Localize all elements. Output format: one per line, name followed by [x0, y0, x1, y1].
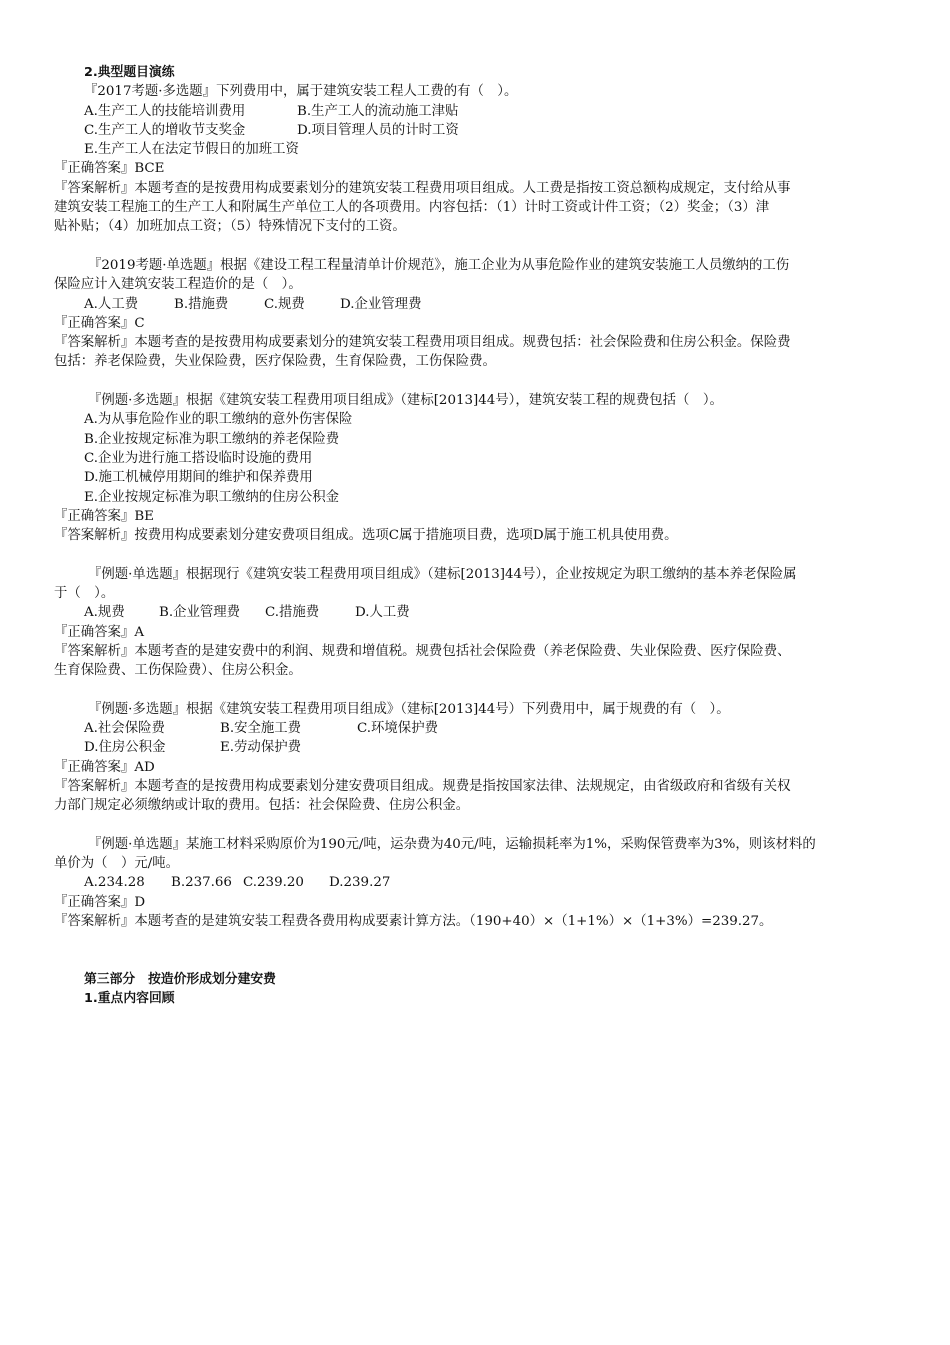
subsection-title: 1.重点内容回顾: [84, 991, 175, 1007]
option-b: B.措施费: [174, 296, 229, 312]
option-d: D.239.27: [329, 875, 391, 891]
option-row: [54, 603, 897, 622]
spacer: [54, 931, 897, 950]
spacer: [54, 951, 897, 970]
answer-analysis-line: 『答案解析』本题考查的是按费用构成要素划分的建筑安装工程费用项目组成。规费包括：社会保险费和住房公积金。保险费: [54, 335, 791, 351]
question-stem-cont: 于（ ）。: [54, 586, 115, 602]
option-a: A.人工费: [84, 296, 139, 312]
question-stem: 『例题·单选题』根据现行《建筑安装工程费用项目组成》（建标[2013]44号），企业按规定为职工缴纳的基本养老保险属: [88, 566, 797, 582]
correct-answer: 『正确答案』D: [54, 894, 146, 910]
option-a: A.生产工人的技能培训费用: [84, 103, 246, 119]
option-row: [54, 121, 897, 140]
option-d: D.企业管理费: [340, 296, 422, 312]
spacer: [54, 681, 897, 700]
option-a: A.234.28: [84, 875, 145, 891]
question-stem: 『例题·多选题』根据《建筑安装工程费用项目组成》（建标[2013]44号），建筑安装工程的规费包括（ ）。: [88, 393, 723, 409]
question-stem: 『2019考题·单选题』根据《建设工程工程量清单计价规范》，施工企业为从事危险作业的建筑安装施工人员缴纳的工伤: [88, 257, 790, 273]
option-e: E.生产工人在法定节假日的加班工资: [84, 142, 299, 158]
option-a: A.规费: [84, 605, 125, 621]
question-stem: 『例题·多选题』根据《建筑安装工程费用项目组成》（建标[2013]44号）下列费用中，属于规费的有（ ）。: [88, 701, 730, 717]
option-b: B.237.66: [171, 875, 232, 891]
answer-analysis-line: 包括：养老保险费，失业保险费，医疗保险费，生育保险费，工伤保险费。: [54, 354, 496, 370]
question-stem: 『2017考题·多选题』下列费用中，属于建筑安装工程人工费的有（ ）。: [84, 84, 518, 100]
question-stem: 『例题·单选题』某施工材料采购原价为190元/吨，运杂费为40元/吨，运输损耗率为1%，采购保管费率为3%，则该材料的: [88, 836, 816, 852]
question-stem-cont: 单价为（ ）元/吨。: [54, 856, 180, 872]
option-b: B.安全施工费: [220, 721, 302, 737]
answer-analysis-line: 『答案解析』本题考查的是按费用构成要素划分建安费项目组成。规费是指按国家法律、法规规定，由省级政府和省级有关权: [54, 778, 791, 794]
option-c: C.生产工人的增收节支奖金: [84, 122, 246, 138]
question-stem-cont: 保险应计入建筑安装工程造价的是（ ）。: [54, 277, 302, 293]
option-c: C.企业为进行施工搭设临时设施的费用: [84, 450, 313, 466]
answer-analysis-line: 『答案解析』本题考查的是建安费中的利润、规费和增值税。规费包括社会保险费（养老保险费、失业保险费、医疗保险费、: [54, 643, 791, 659]
option-c: C.239.20: [243, 875, 304, 891]
option-row: [54, 719, 897, 738]
answer-analysis-line: 建筑安装工程施工的生产工人和附属生产单位工人的各项费用。内容包括：（1）计时工资或计件工资；（2）奖金；（3）津: [54, 200, 770, 216]
option-d: D.施工机械停用期间的维护和保养费用: [84, 470, 313, 486]
spacer: [54, 816, 897, 835]
option-c: C.措施费: [265, 605, 320, 621]
answer-analysis-line: 『答案解析』本题考查的是建筑安装工程费各费用构成要素计算方法。（190+40）×（1+1%）×（1+3%）=239.27。: [54, 914, 773, 930]
answer-analysis-line: 贴补贴；（4）加班加点工资；（5）特殊情况下支付的工资。: [54, 219, 406, 235]
option-d: D.人工费: [355, 605, 410, 621]
spacer: [54, 372, 897, 391]
option-e: E.劳动保护费: [220, 740, 301, 756]
answer-analysis-line: 力部门规定必须缴纳或计取的费用。包括：社会保险费、住房公积金。: [54, 798, 470, 814]
document-page: [54, 63, 897, 1009]
part-title: 第三部分 按造价形成划分建安费: [84, 971, 276, 987]
option-c: C.规费: [264, 296, 305, 312]
option-row: [54, 873, 897, 892]
spacer: [54, 545, 897, 564]
option-b: B.生产工人的流动施工津贴: [297, 103, 459, 119]
section-title: 2.典型题目演练: [84, 65, 175, 80]
answer-analysis-line: 『答案解析』按费用构成要素划分建安费项目组成。选项C属于措施项目费，选项D属于施工机具使用费。: [54, 528, 678, 544]
correct-answer: 『正确答案』AD: [54, 759, 155, 775]
correct-answer: 『正确答案』C: [54, 315, 145, 331]
option-row: [54, 102, 897, 121]
spacer: [54, 237, 897, 256]
option-row: [54, 295, 897, 314]
option-d: D.项目管理人员的计时工资: [297, 122, 459, 138]
option-a: A.为从事危险作业的职工缴纳的意外伤害保险: [84, 412, 353, 428]
answer-analysis-line: 生育保险费、工伤保险费）、住房公积金。: [54, 663, 302, 679]
correct-answer: 『正确答案』BE: [54, 508, 154, 524]
answer-analysis-line: 『答案解析』本题考查的是按费用构成要素划分的建筑安装工程费用项目组成。人工费是指按工资总额构成规定，支付给从事: [54, 180, 791, 196]
option-b: B.企业按规定标准为职工缴纳的养老保险费: [84, 431, 340, 447]
option-row: [54, 738, 897, 757]
correct-answer: 『正确答案』A: [54, 624, 145, 640]
option-d: D.住房公积金: [84, 740, 166, 756]
option-b: B.企业管理费: [159, 605, 241, 621]
option-c: C.环境保护费: [357, 721, 438, 737]
correct-answer: 『正确答案』BCE: [54, 161, 165, 177]
option-a: A.社会保险费: [84, 721, 165, 737]
option-e: E.企业按规定标准为职工缴纳的住房公积金: [84, 489, 340, 505]
